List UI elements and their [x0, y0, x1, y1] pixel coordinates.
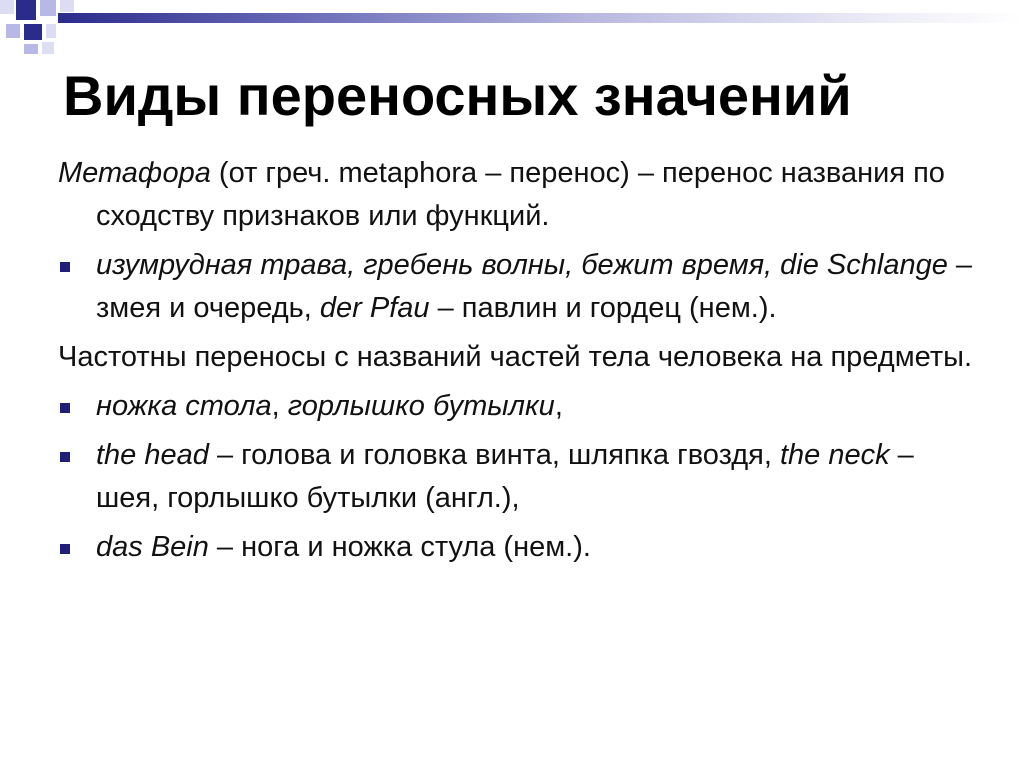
- text-segment: Частотны переносы с названий частей тела человека на предметы.: [58, 341, 972, 373]
- text-segment: (от греч. metaphora – перенос) – перенос названия по сходству признаков или функций.: [96, 157, 945, 232]
- italic-example-text: the neck: [779, 439, 890, 471]
- top-gradient-bar: [58, 13, 1022, 23]
- text-segment: – шея, горлышко бутылки (англ.),: [96, 439, 914, 514]
- decor-square-lavender: [40, 0, 56, 16]
- italic-example-text: der Pfau: [319, 292, 430, 324]
- bullet-square-icon: [60, 403, 70, 413]
- slide-title: Виды переносных значений: [63, 64, 852, 127]
- text-segment: ,: [554, 390, 563, 422]
- decor-square-light: [0, 0, 14, 14]
- bullet-square-icon: [60, 452, 70, 462]
- italic-example-text: горлышко бутылки: [287, 390, 555, 422]
- paragraph: [58, 152, 978, 238]
- paragraph: [58, 336, 978, 379]
- decor-square-light: [46, 24, 56, 38]
- bullet-square-icon: [60, 262, 70, 272]
- slide-content: [58, 152, 978, 575]
- bullet-item: [58, 385, 978, 428]
- text-segment: – змея и очередь,: [96, 249, 973, 324]
- italic-example-text: ножка стола: [96, 390, 272, 422]
- text-segment: – голова и головка винта, шляпка гвоздя,: [208, 439, 780, 471]
- decor-square-navy: [16, 0, 36, 20]
- bullet-square-icon: [60, 544, 70, 554]
- text-segment: – нога и ножка стула (нем.).: [208, 531, 591, 563]
- italic-example-text: das Bein: [96, 531, 209, 563]
- bullet-item: [58, 526, 978, 569]
- decor-square-navy: [24, 24, 42, 40]
- bullet-item: [58, 244, 978, 330]
- decor-square-light: [60, 0, 74, 12]
- italic-example-text: изумрудная трава, гребень волны, бежит время, die Schlange: [96, 249, 948, 281]
- decor-square-lavender: [6, 24, 20, 38]
- bullet-item: [58, 434, 978, 520]
- decor-square-lavender: [24, 44, 38, 54]
- text-segment: – павлин и гордец (нем.).: [429, 292, 777, 324]
- italic-example-text: the head: [96, 439, 209, 471]
- text-segment: ,: [271, 390, 288, 422]
- italic-example-text: Метафора: [58, 157, 211, 189]
- decor-square-light: [42, 42, 54, 54]
